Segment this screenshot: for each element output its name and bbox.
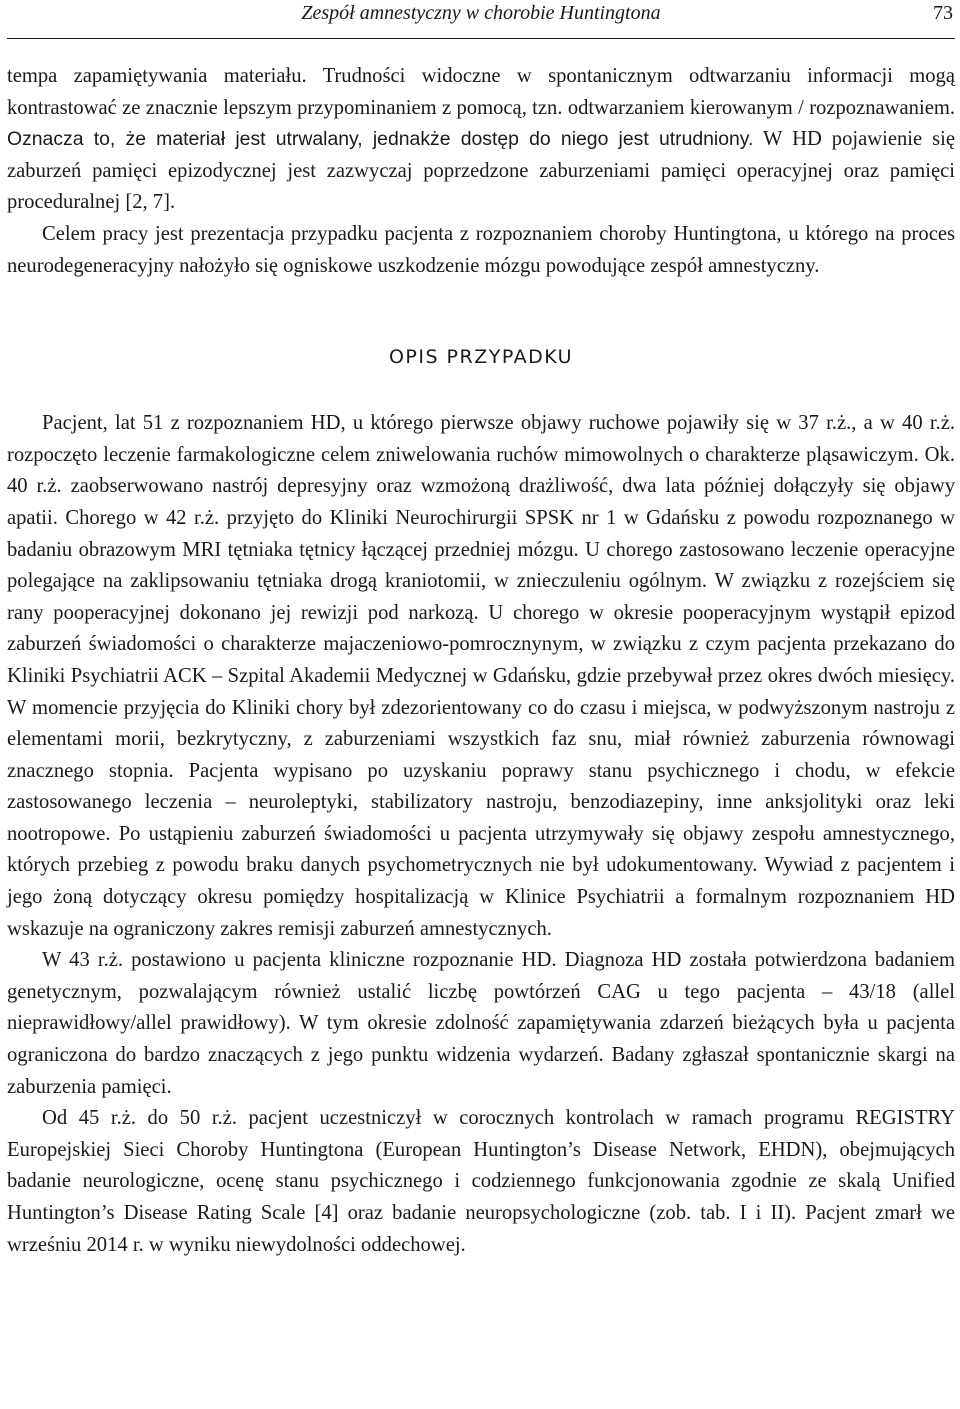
running-title: Zespół amnestyczny w chorobie Huntingtona [301, 2, 661, 24]
body-paragraph [7, 61, 955, 219]
paragraph-text: W HD pojawienie się zaburzeń pamięci epizodycznej jest zazwyczaj poprzedzone zaburzeniami pamięci operacyjnej oraz pamięci proceduralnej [2, 7]. [7, 128, 955, 214]
document-page [7, 0, 955, 1261]
case-paragraph: W 43 r.ż. postawiono u pacjenta kliniczne rozpoznanie HD. Diagnoza HD została potwierdzona badaniem genetycznym, pozwalającym również ustalić liczbę powtórzeń CAG u tego pacjenta – 43/18 (allel nieprawidłowy/allel prawidłowy). W tym okresie zdolność zapamiętywania zdarzeń bieżących była u pacjenta ograniczona do bardzo znaczących z jego punktu widzenia wydarzeń. Badany zgłaszał spontanicznie skargi na zaburzenia pamięci. [7, 949, 955, 1098]
case-paragraph: Pacjent, lat 51 z rozpoznaniem HD, u którego pierwsze objawy ruchowe pojawiły się w 37 r.ż., a w 40 r.ż. rozpoczęto leczenie farmakologiczne celem zniwelowania ruchów mimowolnych o charakterze pląsawiczym. Ok. 40 r.ż. zaobserwowano nastrój depresyjny oraz wzmożoną drażliwość, dwa lata później dołączyły się objawy apatii. Chorego w 42 r.ż. przyjęto do Kliniki Neurochirurgii SPSK nr 1 w Gdańsku z powodu rozpoznanego w badaniu obrazowym MRI tętniaka tętnicy łączącej przedniej mózgu. U chorego zastosowano leczenie operacyjne polegające na zaklipsowaniu tętniaka drogą kraniotomii, w znieczuleniu ogólnym. W związku z rozejściem się rany pooperacyjnej dokonano jej rewizji pod narkozą. U chorego w okresie pooperacyjnym wystąpił epizod zaburzeń świadomości o charakterze majaczeniowo-pomrocznynym, w związku z czym pacjenta przekazano do Kliniki Psychiatrii ACK – Szpital Akademii Medycznej w Gdańsku, gdzie przebywał przez okres dwóch miesięcy. W momencie przyjęcia do Kliniki chory był zdezorientowany co do czasu i miejsca, w podwyższonym nastroju z elementami morii, bezkrytyczny, z zaburzeniami wszystkich faz snu, miał również zaburzenia równowagi znacznego stopnia. Pacjenta wypisano po uzyskaniu poprawy stanu psychicznego i chodu, w efekcie zastosowanego leczenia – neuroleptyki, stabilizatory nastroju, benzodiazepiny, inne anksjolityki oraz leki nootropowe. Po ustąpieniu zaburzeń świadomości u pacjenta utrzymywały się objawy zespołu amnestycznego, których przebieg z powodu braku danych psychometrycznych nie był udokumentowany. Wywiad z pacjentem i jego żoną dotyczący okresu pomiędzy hospitalizacją w Klinice Psychiatrii a formalnym rozpoznaniem HD wskazuje na ograniczony zakres remisji zaburzeń amnestycznych. [7, 412, 955, 940]
case-paragraph: Od 45 r.ż. do 50 r.ż. pacjent uczestniczył w corocznych kontrolach w ramach programu REGISTRY Europejskiej Sieci Choroby Huntingtona (European Huntington’s Disease Network, EHDN), obejmujących badanie neurologiczne, ocenę stanu psychicznego i codziennego funkcjonowania zgodnie ze skalą Unified Huntington’s Disease Rating Scale [4] oraz badanie neuropsychologiczne (zob. tab. I i II). Pacjent zmarł we wrześniu 2014 r. w wyniku niewydolności oddechowej. [7, 1107, 955, 1256]
paragraph-text-sans: Oznacza to, że materiał jest utrwalany, jednakże dostęp do niego jest utrudniony. [7, 128, 754, 151]
running-header [7, 0, 955, 39]
section-heading: OPIS PRZYPADKU [388, 346, 574, 369]
body-paragraph: Celem pracy jest prezentacja przypadku pacjenta z rozpoznaniem choroby Huntingtona, u którego na proces neurodegeneracyjny nałożyło się ogniskowe uszkodzenie mózgu powodujące zespół amnestyczny. [7, 222, 955, 277]
page-number: 73 [933, 2, 953, 24]
paragraph-text: tempa zapamiętywania materiału. Trudności widoczne w spontanicznym odtwarzaniu informacji mogą kontrastować ze znacznie lepszym przypominaniem z pomocą, tzn. odtwarzaniem kierowanym / rozpoznawaniem. [7, 65, 955, 119]
